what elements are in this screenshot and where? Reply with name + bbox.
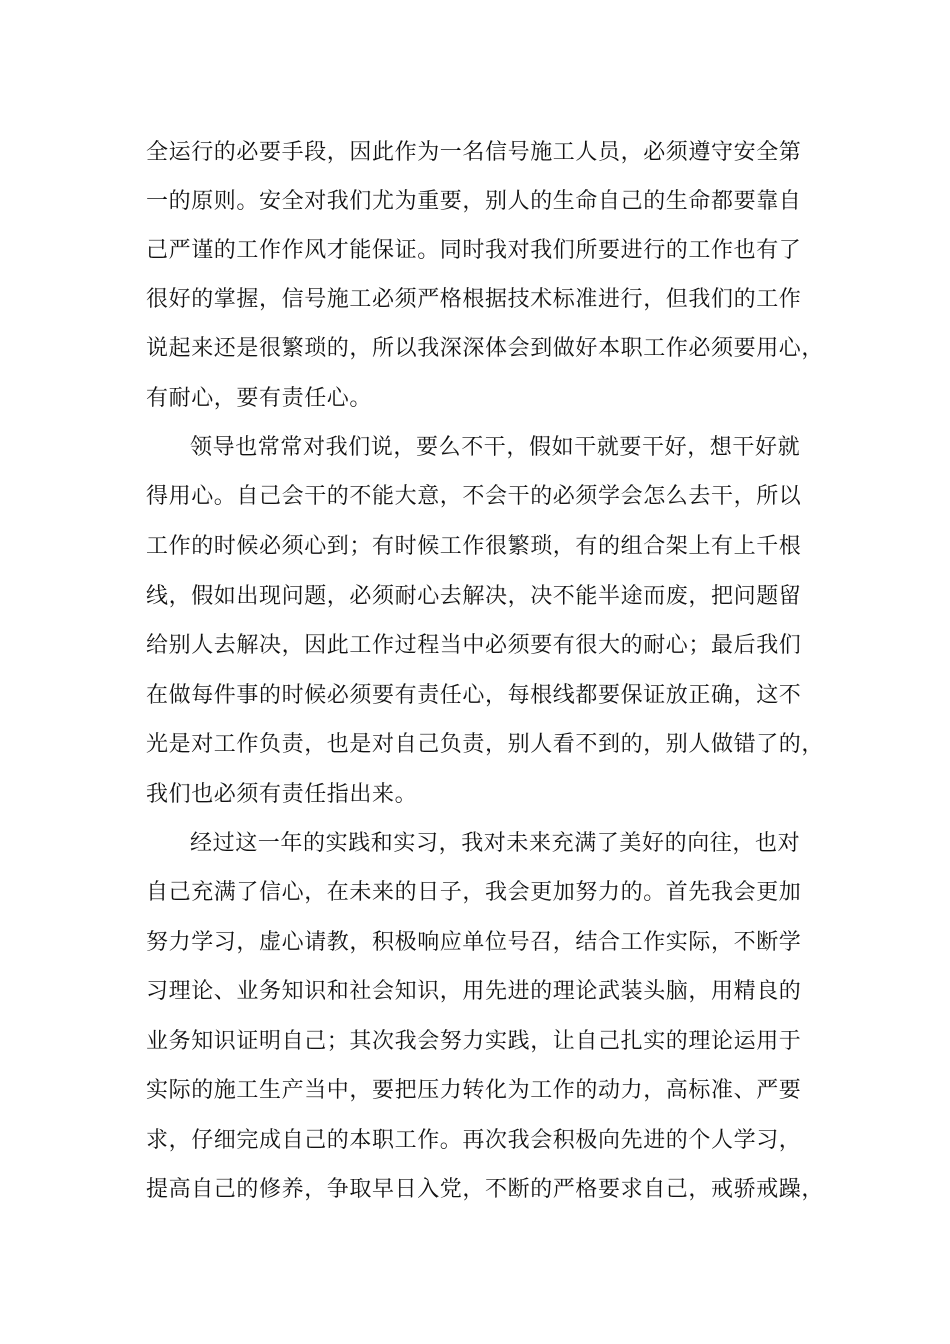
text-line: 习理论、业务知识和社会知识，用先进的理论武装头脑，用精良的 bbox=[146, 979, 802, 1004]
text-line: 努力学习，虚心请教，积极响应单位号召，结合工作实际，不断学 bbox=[146, 930, 802, 955]
text-line: 我们也必须有责任指出来。 bbox=[146, 782, 418, 807]
text-line: 说起来还是很繁琐的，所以我深深体会到做好本职工作必须要用心， bbox=[146, 336, 825, 361]
text-line: 在做每件事的时候必须要有责任心，每根线都要保证放正确，这不 bbox=[146, 683, 802, 708]
text-line: 全运行的必要手段，因此作为一名信号施工人员，必须遵守安全第 bbox=[146, 140, 802, 165]
paragraph-first-line: 领导也常常对我们说，要么不干，假如干就要干好，想干好就 bbox=[190, 435, 801, 460]
text-line: 很好的掌握，信号施工必须严格根据技术标准进行，但我们的工作 bbox=[146, 287, 802, 312]
text-line: 有耐心，要有责任心。 bbox=[146, 386, 373, 411]
text-line: 线，假如出现问题，必须耐心去解决，决不能半途而废，把问题留 bbox=[146, 584, 802, 609]
text-line: 业务知识证明自己；其次我会努力实践，让自己扎实的理论运用于 bbox=[146, 1029, 802, 1054]
text-line: 自己充满了信心，在未来的日子，我会更加努力的。首先我会更加 bbox=[146, 880, 802, 905]
text-line: 得用心。自己会干的不能大意，不会干的必须学会怎么去干，所以 bbox=[146, 484, 802, 509]
text-line: 实际的施工生产当中，要把压力转化为工作的动力，高标准、严要 bbox=[146, 1078, 802, 1103]
text-line: 工作的时候必须心到；有时候工作很繁琐，有的组合架上有上千根 bbox=[146, 534, 802, 559]
text-line: 给别人去解决，因此工作过程当中必须要有很大的耐心；最后我们 bbox=[146, 633, 802, 658]
text-line: 一的原则。安全对我们尤为重要，别人的生命自己的生命都要靠自 bbox=[146, 189, 802, 214]
text-line: 光是对工作负责，也是对自己负责，别人看不到的，别人做错了的， bbox=[146, 732, 825, 757]
paragraph-first-line: 经过这一年的实践和实习，我对未来充满了美好的向往，也对 bbox=[190, 831, 801, 856]
text-line: 提高自己的修养，争取早日入党，不断的严格要求自己，戒骄戒躁， bbox=[146, 1177, 825, 1202]
text-line: 己严谨的工作作风才能保证。同时我对我们所要进行的工作也有了 bbox=[146, 238, 802, 263]
text-line: 求，仔细完成自己的本职工作。再次我会积极向先进的个人学习， bbox=[146, 1128, 802, 1153]
